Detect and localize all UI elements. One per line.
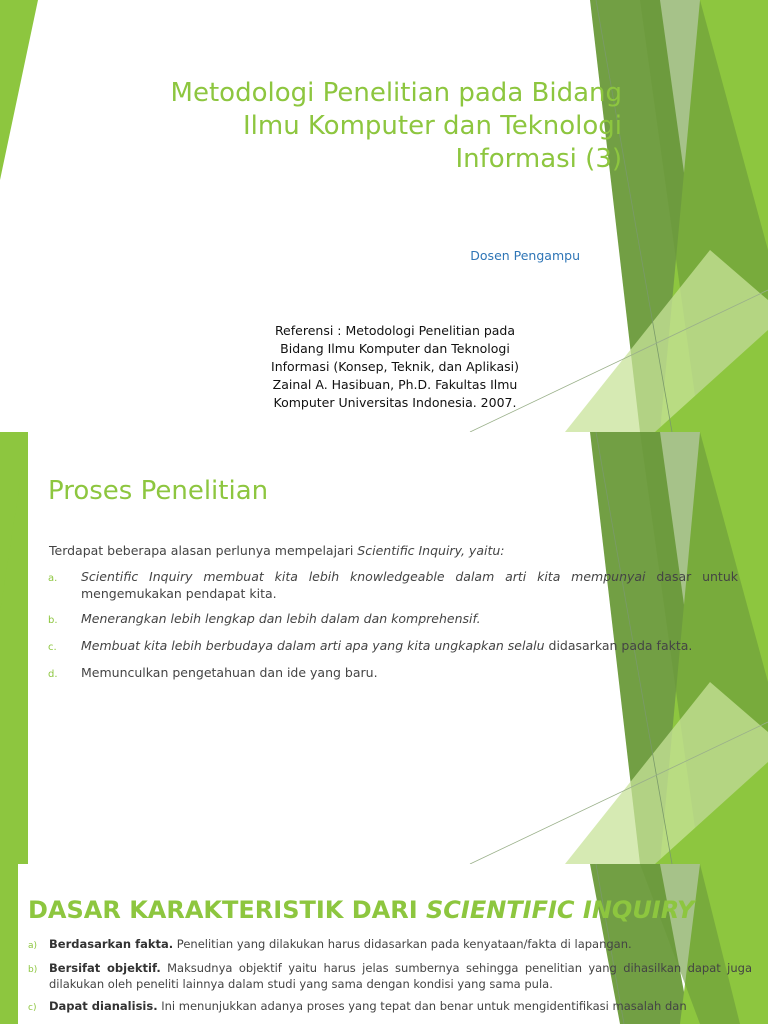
list-item [48,568,738,602]
heading-italic: SCIENTIFIC INQUIRY [426,896,695,924]
list-item [48,664,738,683]
proses-intro [49,543,729,558]
list-item [48,637,738,656]
italic-text: Menerangkan lebih lengkap dan lebih dalam dan komprehensif. [81,611,481,626]
list-text [81,664,738,683]
dasar-karakteristik-heading [28,896,694,924]
list-item [48,610,738,629]
left-green-bar [0,864,18,1024]
plain-text: Memunculkan pengetahuan dan ide yang baru. [81,665,378,680]
title-line-2: Ilmu Komputer dan Teknologi [242,111,622,141]
characteristics-list [28,936,752,1022]
bold-text: Bersifat objektif. [49,961,161,975]
plain-text: didasarkan pada fakta. [544,638,693,653]
reference-line-2: Bidang Ilmu Komputer dan Teknologi [280,341,510,356]
list-marker: c. [48,642,57,653]
list-item [28,960,752,992]
reference-line-5: Komputer Universitas Indonesia. 2007. [273,395,517,410]
list-text [81,637,738,656]
list-text [81,610,738,629]
presentation-title [62,77,622,176]
slide-title [0,0,768,432]
proses-penelitian-heading: Proses Penelitian [48,476,269,506]
reference-line-4: Zainal A. Hasibuan, Ph.D. Fakultas Ilmu [272,377,518,392]
bold-text: Dapat dianalisis. [49,999,158,1013]
left-green-shape [0,0,38,180]
list-marker: c) [28,1003,37,1013]
list-text [49,936,752,954]
list-text [49,998,752,1016]
title-line-3: Informasi (3) [455,144,622,174]
intro-plain: Terdapat beberapa alasan perlunya mempelajari [49,543,358,558]
list-marker: d. [48,669,58,680]
list-marker: a) [28,941,38,951]
reasons-list [48,568,738,691]
reference-line-1: Referensi : Metodologi Penelitian pada [274,323,516,338]
plain-text: dasar untuk mengemukakan pendapat kita. [81,569,738,601]
list-marker: b. [48,615,58,626]
reference-block [262,322,528,412]
title-line-1: Metodologi Penelitian pada Bidang [170,78,622,108]
list-text [81,568,738,602]
plain-text: Maksudnya objektif yaitu harus jelas sumbernya sehingga penelitian yang dihasilkan dapat juga dilakukan oleh peneliti lainnya dalam studi yang sama dengan kondisi yang sama pula. [49,961,752,991]
list-item [28,998,752,1016]
heading-plain: DASAR KARAKTERISTIK DARI [28,896,426,924]
italic-text: Scientific Inquiry membuat kita lebih knowledgeable dalam arti kita mempunyai [81,569,646,584]
plain-text: Ini menunjukkan adanya proses yang tepat dan benar untuk mengidentifikasi masalah dan [157,999,687,1013]
intro-italic: Scientific Inquiry, yaitu: [357,543,505,558]
plain-text: Penelitian yang dilakukan harus didasarkan pada kenyataan/fakta di lapangan. [173,937,632,951]
list-marker: b) [28,965,38,975]
reference-line-3: Informasi (Konsep, Teknik, dan Aplikasi) [271,359,519,374]
list-item [28,936,752,954]
italic-text: Membuat kita lebih berbudaya dalam arti apa yang kita ungkapkan selalu [81,638,545,653]
list-marker: a. [48,573,58,584]
list-text [49,960,752,992]
bold-text: Berdasarkan fakta. [49,937,174,951]
lecturer-subtitle: Dosen Pengampu [470,248,580,263]
